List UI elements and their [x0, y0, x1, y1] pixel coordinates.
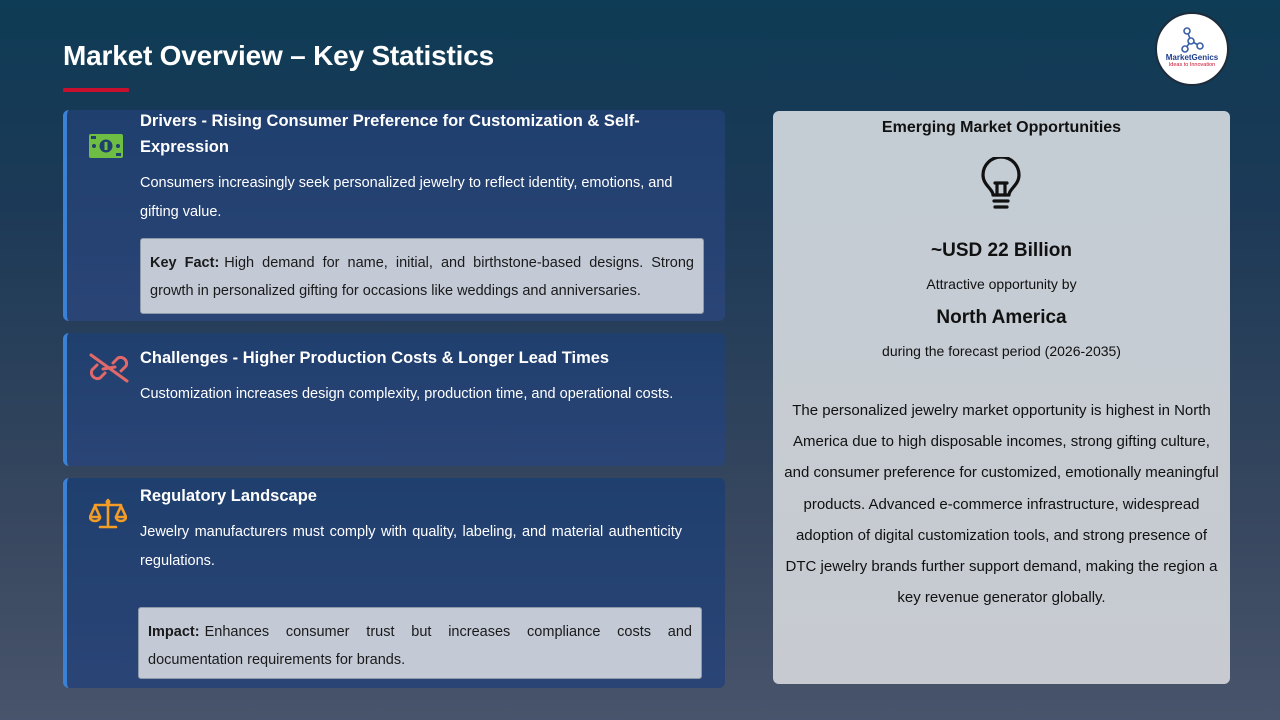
network-logo-icon [1181, 27, 1205, 53]
regulatory-body: Jewelry manufacturers must comply with quality, labeling, and material authenticity regulations. [140, 524, 682, 569]
key-fact-label: Key Fact: [150, 255, 220, 271]
impact-box [138, 607, 702, 679]
opportunity-panel [773, 111, 1230, 684]
money-icon [89, 134, 123, 163]
drivers-card [63, 110, 725, 321]
lightbulb-icon [979, 157, 1023, 218]
logo-tagline: Ideas to Innovation [1168, 62, 1216, 68]
drivers-heading: Drivers - Rising Consumer Preference for Customization & Self-Expression [140, 112, 640, 156]
broken-link-icon [89, 353, 129, 388]
regulatory-heading: Regulatory Landscape [140, 487, 317, 505]
challenges-body: Customization increases design complexity, production time, and operational costs. [140, 386, 674, 402]
key-fact-text: High demand for name, initial, and birthstone-based designs. Strong growth in personalized gifting for occasions like weddings and anniversaries. [150, 255, 694, 299]
impact-label: Impact: [148, 624, 200, 640]
balance-scale-icon [89, 498, 127, 535]
page-title: Market Overview – Key Statistics [63, 40, 494, 71]
logo-name: MarketGenics [1165, 53, 1219, 62]
challenges-heading: Challenges - Higher Production Costs & Longer Lead Times [140, 349, 610, 367]
key-fact-box [140, 238, 704, 314]
impact-text: Enhances consumer trust but increases compliance costs and documentation requirements for brands. [148, 624, 692, 668]
regulatory-card [63, 478, 725, 688]
opportunity-value: ~USD 22 Billion [931, 240, 1072, 261]
forecast-period: during the forecast period (2026-2035) [882, 343, 1121, 359]
challenges-card [63, 333, 725, 466]
drivers-body: Consumers increasingly seek personalized jewelry to reflect identity, emotions, and gifting value. [140, 175, 673, 220]
opportunity-region: North America [936, 307, 1067, 328]
opportunity-description: The personalized jewelry market opportunity is highest in North America due to high disposable incomes, strong gifting culture, and consumer preference for customized, emotionally meaningful products. Advanced e-commerce infrastructure, widespread adoption of digital customization tools, and strong presence of DTC jewelry brands further support demand, making the region a key revenue generator globally. [784, 402, 1219, 607]
opportunity-heading: Emerging Market Opportunities [881, 119, 1122, 136]
opportunity-subtext: Attractive opportunity by [926, 276, 1077, 292]
title-underline [63, 88, 129, 92]
marketgenics-logo [1155, 12, 1229, 86]
